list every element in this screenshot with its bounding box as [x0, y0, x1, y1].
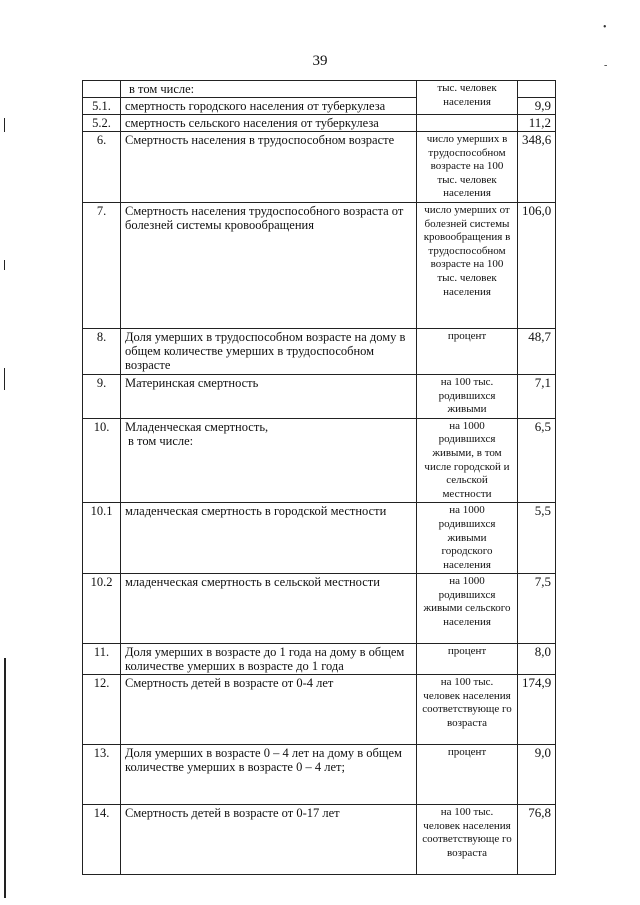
row-number: 5.2. [83, 115, 121, 132]
table-row [83, 503, 556, 574]
table-row [83, 745, 556, 805]
row-unit: на 1000 родившихся живыми городского населения [417, 503, 518, 574]
row-number: 13. [83, 745, 121, 805]
row-value: 7,1 [518, 374, 556, 418]
row-number: 6. [83, 132, 121, 203]
row-value [518, 81, 556, 98]
row-unit: процент [417, 328, 518, 374]
table-row [83, 418, 556, 503]
row-indicator: Доля умерших в трудоспособном возрасте на дому в общем количестве умерших в трудоспособном возрасте [121, 328, 417, 374]
row-indicator: младенческая смертность в городской местности [121, 503, 417, 574]
row-number: 7. [83, 202, 121, 328]
row-indicator: младенческая смертность в сельской местности [121, 574, 417, 644]
row-value: 9,0 [518, 745, 556, 805]
row-unit: процент [417, 644, 518, 675]
row-unit: на 100 тыс. родившихся живыми [417, 374, 518, 418]
row-value: 174,9 [518, 675, 556, 745]
row-unit: процент [417, 745, 518, 805]
table-row [83, 374, 556, 418]
row-indicator: Доля умерших в возрасте 0 – 4 лет на дому в общем количестве умерших в возрасте 0 – 4 лет; [121, 745, 417, 805]
row-unit: число умерших в трудоспособном возрасте на 100 тыс. человек населения [417, 132, 518, 203]
row-indicator: смертность сельского населения от туберкулеза [121, 115, 417, 132]
table-row [83, 574, 556, 644]
indicator-text: Младенческая смертность, [125, 419, 269, 434]
page-number: 39 [312, 53, 328, 69]
row-unit: на 100 тыс. человек населения соответствующе го возраста [417, 675, 518, 745]
row-indicator: Смертность населения трудоспособного возраста от болезней системы кровообращения [121, 202, 417, 328]
row-value: 76,8 [518, 805, 556, 875]
row-number: 8. [83, 328, 121, 374]
table-row [83, 328, 556, 374]
scan-edge-mark [4, 368, 5, 390]
table-row [83, 115, 556, 132]
table-row [83, 644, 556, 675]
table-row [83, 81, 556, 98]
row-value: 11,2 [518, 115, 556, 132]
row-value: 5,5 [518, 503, 556, 574]
row-unit: на 1000 родившихся живыми сельского населения [417, 574, 518, 644]
row-number: 10.2 [83, 574, 121, 644]
table-row [83, 202, 556, 328]
row-indicator [121, 418, 417, 503]
row-indicator [121, 81, 417, 98]
scan-edge-mark [4, 260, 5, 270]
table-row [83, 805, 556, 875]
table-row [83, 675, 556, 745]
row-value: 8,0 [518, 644, 556, 675]
row-number: 14. [83, 805, 121, 875]
row-indicator: Доля умерших в возрасте до 1 года на дому в общем количестве умерших в возрасте до 1 года [121, 644, 417, 675]
row-indicator: Смертность населения в трудоспособном возрасте [121, 132, 417, 203]
row-number: 5.1. [83, 98, 121, 115]
row-value: 348,6 [518, 132, 556, 203]
scan-speck: - [604, 60, 608, 71]
row-unit: на 1000 родившихся живыми, в том числе городской и сельской местности [417, 418, 518, 503]
row-number: 10. [83, 418, 121, 503]
row-value: 106,0 [518, 202, 556, 328]
row-unit [417, 115, 518, 132]
scan-speck: • [603, 22, 607, 33]
row-number: 9. [83, 374, 121, 418]
row-unit: тыс. человек населения [417, 81, 518, 115]
row-unit: число умерших от болезней системы кровообращения в трудоспособном возрасте на 100 тыс. человек населения [417, 202, 518, 328]
row-number: 12. [83, 675, 121, 745]
row-value: 9,9 [518, 98, 556, 115]
row-value: 48,7 [518, 328, 556, 374]
row-indicator: Материнская смертность [121, 374, 417, 418]
indicators-table [82, 80, 556, 875]
row-value: 6,5 [518, 418, 556, 503]
indicator-subtext: в том числе: [128, 433, 194, 448]
indicator-text: в том числе: [129, 82, 195, 96]
row-indicator: смертность городского населения от туберкулеза [121, 98, 417, 115]
row-number: 11. [83, 644, 121, 675]
row-indicator: Смертность детей в возрасте от 0-17 лет [121, 805, 417, 875]
scan-edge-mark [4, 658, 6, 898]
row-number [83, 81, 121, 98]
row-unit: на 100 тыс. человек населения соответствующе го возраста [417, 805, 518, 875]
row-value: 7,5 [518, 574, 556, 644]
row-indicator: Смертность детей в возрасте от 0-4 лет [121, 675, 417, 745]
scan-edge-mark [4, 118, 5, 132]
row-number: 10.1 [83, 503, 121, 574]
table-row [83, 132, 556, 203]
